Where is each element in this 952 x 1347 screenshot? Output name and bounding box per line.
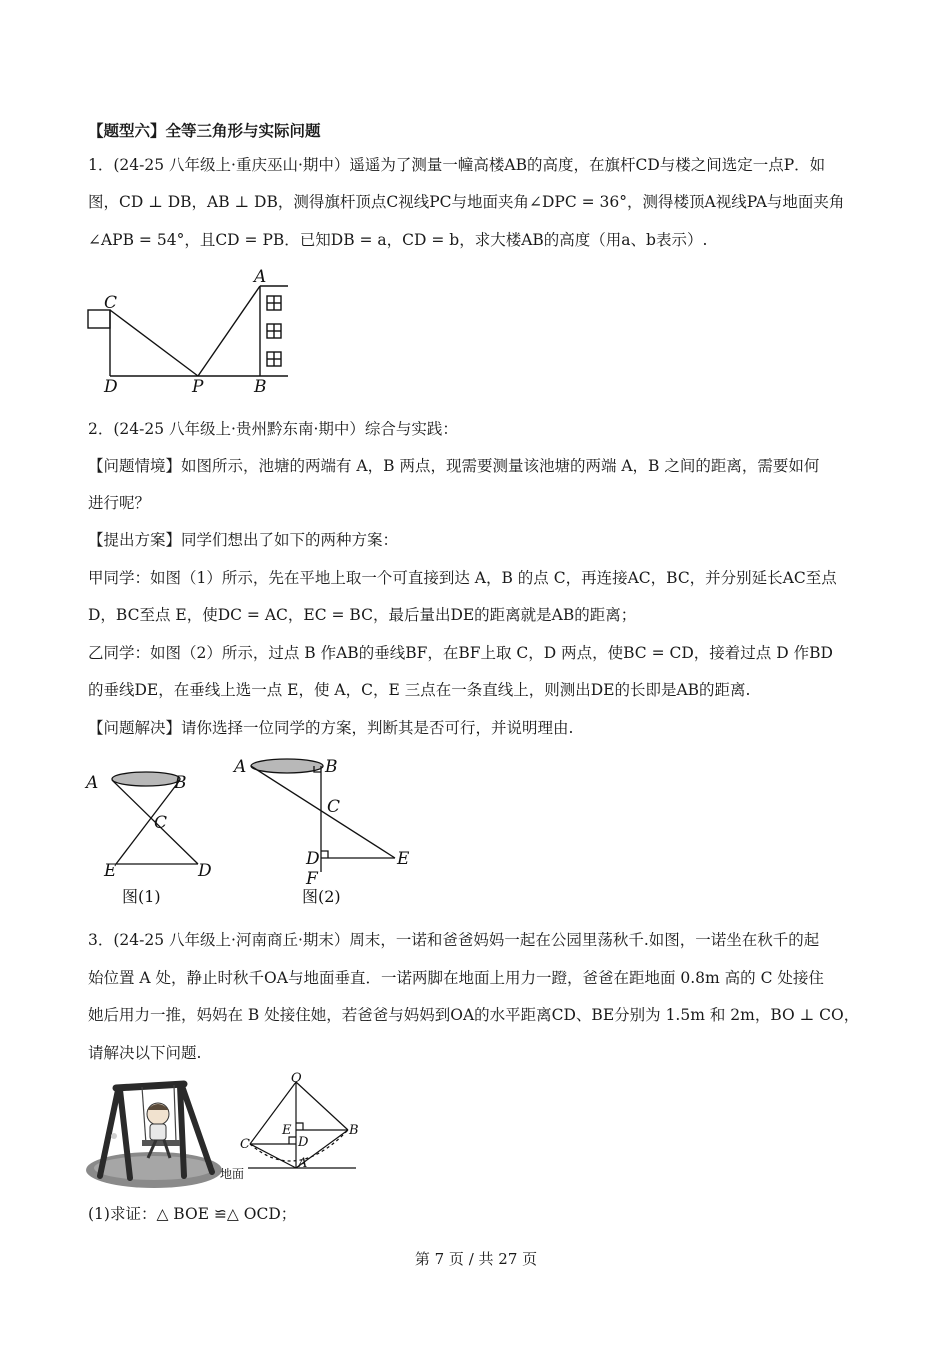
fig3-label-O: O (291, 1072, 302, 1086)
fig3-label-B: B (349, 1123, 359, 1138)
page-footer: 第 7 页 / 共 27 页 (414, 1250, 538, 1268)
label-P: P (192, 377, 204, 396)
q3-sub-1: (1)求证：△ BOE ≌△ OCD； (88, 1205, 297, 1223)
q2-line-8: 的垂线DE，在垂线上选一点 E，使 A，C，E 三点在一条直线上，则测出DE的长即是AB的距离. (88, 681, 751, 699)
fig2-label-F: F (306, 869, 318, 889)
q2-line-3: 进行呢？ (88, 494, 151, 512)
q2-line-7: 乙同学：如图（2）所示，过点 B 作AB的垂线BF，在BF上取 C，D 两点，使BC = CD，接着过点 D 作BD (88, 644, 833, 662)
fig2-caption: 图(2) (302, 887, 341, 906)
q1-line-1: 1．(24-25 八年级上·重庆巫山·期中）遥遥为了测量一幢高楼AB的高度，在旗杆CD与楼之间选定一点P．如 (88, 156, 826, 174)
q3-line-4: 请解决以下问题. (88, 1044, 202, 1062)
fig2-label-C: C (327, 797, 341, 817)
q2-line-9: 【问题解决】请你选择一位同学的方案，判断其是否可行，并说明理由. (88, 719, 574, 737)
q1-line-2: 图，CD ⊥ DB，AB ⊥ DB，测得旗杆顶点C视线PC与地面夹角∠DPC = 36°，测得楼顶A视线PA与地面夹角 (88, 193, 845, 211)
fig2-label-E: E (397, 849, 410, 869)
fig2-label-A: A (234, 757, 247, 777)
q2-figure-2 (230, 754, 420, 912)
q2-line-5: 甲同学：如图（1）所示，先在平地上取一个可直接到达 A，B 的点 C，再连接AC，BC，并分别延长AC至点 (88, 569, 837, 587)
label-D: D (104, 377, 118, 396)
q2-line-1: 2．(24-25 八年级上·贵州黔东南·期中）综合与实践： (88, 420, 458, 438)
swing-illustration (84, 1074, 224, 1192)
fig1-label-E: E (104, 861, 117, 881)
section-title: 【题型六】全等三角形与实际问题 (88, 122, 321, 140)
q3-line-2: 始位置 A 处，静止时秋千OA与地面垂直．一诺两脚在地面上用力一蹬，爸爸在距地面 0.8m 高的 C 处接住 (88, 969, 824, 987)
q2-line-2: 【问题情境】如图所示，池塘的两端有 A，B 两点，现需要测量该池塘的两端 A，B 之间的距离，需要如何 (88, 457, 820, 475)
fig2-label-B: B (325, 757, 338, 777)
q2-figure-1 (82, 756, 232, 912)
fig3-label-E: E (282, 1123, 292, 1138)
fig1-label-D: D (198, 861, 212, 881)
label-A: A (254, 267, 267, 287)
fig1-caption: 图(1) (122, 887, 161, 906)
fig2-label-D: D (306, 849, 320, 869)
q1-figure (80, 266, 310, 396)
q3-line-3: 她后用力一推，妈妈在 B 处接住她，若爸爸与妈妈到OA的水平距离CD、BE分别为 1.5m 和 2m，BO ⊥ CO， (88, 1006, 860, 1024)
q1-line-3: ∠APB = 54°，且CD = PB．已知DB = a，CD = b，求大楼AB的高度（用a、b表示）. (88, 231, 708, 249)
q3-line-1: 3．(24-25 八年级上·河南商丘·期末）周末，一诺和爸爸妈妈一起在公园里荡秋千.如图，一诺坐在秋千的起 (88, 931, 820, 949)
q2-line-4: 【提出方案】同学们想出了如下的两种方案： (88, 531, 399, 549)
label-B: B (254, 377, 267, 396)
fig3-label-C: C (240, 1137, 250, 1152)
q2-line-6: D，BC至点 E，使DC = AC，EC = BC，最后量出DE的距离就是AB的距离； (88, 606, 637, 624)
fig1-label-B: B (174, 773, 187, 793)
fig1-label-C: C (154, 813, 168, 833)
fig1-label-A: A (86, 773, 99, 793)
q3-figure (218, 1072, 368, 1184)
fig3-label-A: A (298, 1156, 308, 1171)
fig3-label-D: D (298, 1135, 309, 1150)
fig3-ground-label: 地面 (220, 1167, 245, 1181)
label-C: C (104, 293, 118, 313)
